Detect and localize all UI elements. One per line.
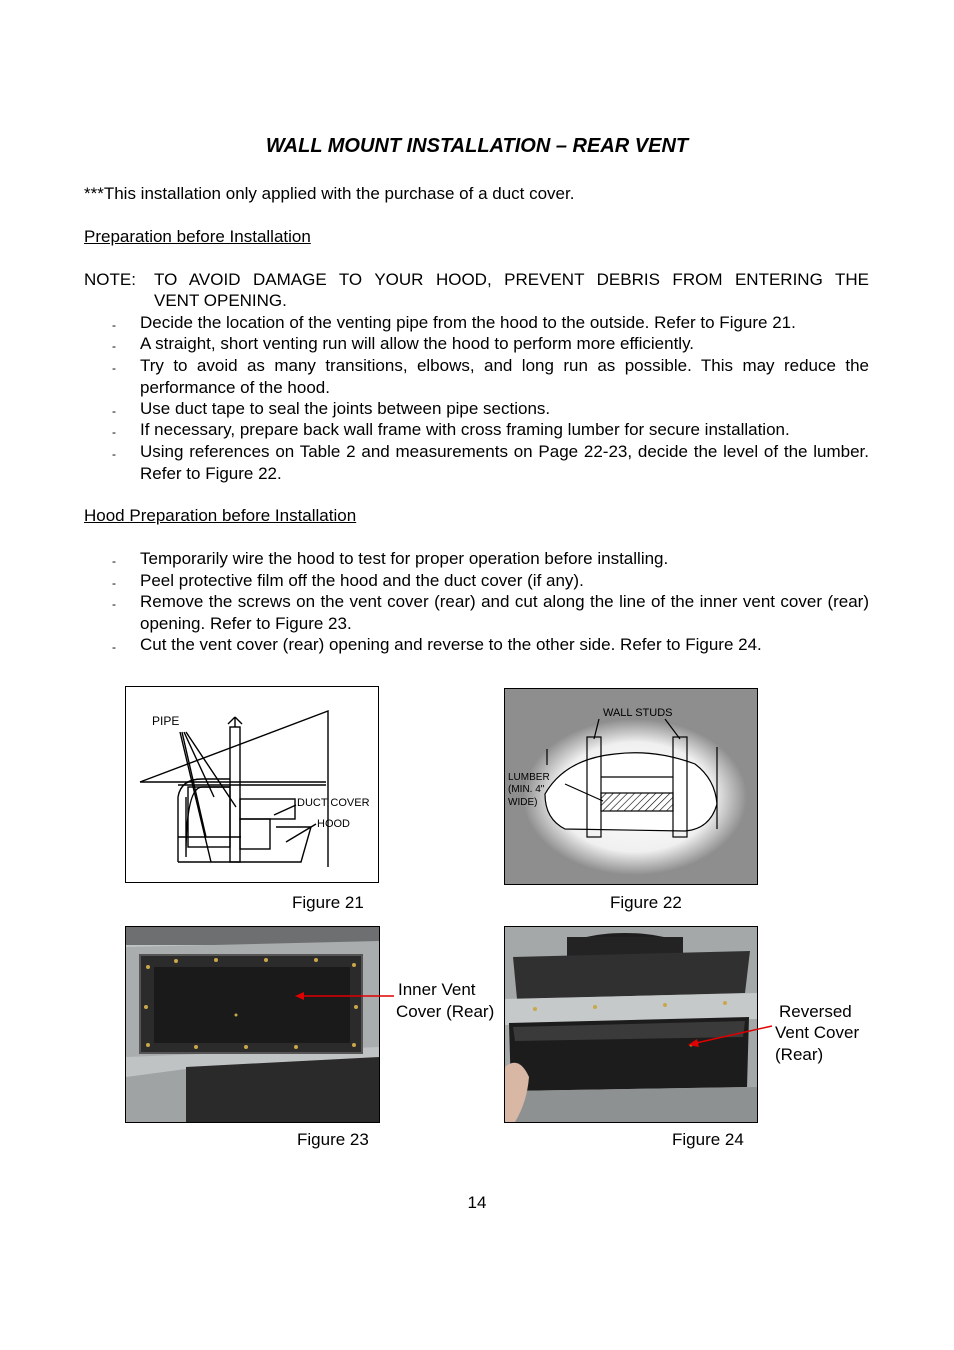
figure-24-callout-arrow xyxy=(684,1022,776,1052)
figure-22-label-lumber-wide: WIDE) xyxy=(508,797,538,808)
bullet-marker: - xyxy=(112,554,116,568)
list-item: Temporarily wire the hood to test for proper operation before installing. xyxy=(140,549,669,568)
figure-24-callout-line2: Vent Cover xyxy=(775,1023,860,1042)
figure-24-callout-line1: Reversed xyxy=(779,1002,852,1021)
figure-23-callout-line1: Inner Vent xyxy=(398,980,476,999)
figure-23-svg xyxy=(126,927,379,1122)
section-heading-preparation: Preparation before Installation xyxy=(84,227,311,246)
bullet-marker: - xyxy=(112,318,116,332)
section-heading-hood-preparation: Hood Preparation before Installation xyxy=(84,506,357,525)
bullet-marker: - xyxy=(112,576,116,590)
list-item: If necessary, prepare back wall frame with cross framing lumber for secure installation. xyxy=(140,420,790,439)
page-number: 14 xyxy=(467,1193,487,1212)
figure-21-caption: Figure 21 xyxy=(292,893,364,912)
bullet-marker: - xyxy=(112,339,116,353)
figure-22-drawing xyxy=(504,688,758,885)
list-item: Use duct tape to seal the joints between pipe sections. xyxy=(140,399,551,418)
figure-24-caption: Figure 24 xyxy=(672,1130,744,1149)
list-item: A straight, short venting run will allow the hood to perform more efficiently. xyxy=(140,334,695,353)
list-item: Decide the location of the venting pipe from the hood to the outside. Refer to Figure 21. xyxy=(140,313,796,332)
intro-text: ***This installation only applied with the purchase of a duct cover. xyxy=(84,184,575,203)
figure-21-drawing xyxy=(125,686,379,883)
list-item: Try to avoid as many transitions, elbows, and long run as possible. This may reduce the performance of the hood. xyxy=(140,356,869,397)
page-title: WALL MOUNT INSTALLATION – REAR VENT xyxy=(265,135,689,157)
figure-22-label-wall-studs: WALL STUDS xyxy=(603,707,673,719)
figure-21-svg xyxy=(126,687,378,882)
list-item: Using references on Table 2 and measurements on Page 22-23, decide the level of the lumber. Refer to Figure 22. xyxy=(140,442,869,483)
figure-23-caption: Figure 23 xyxy=(297,1130,369,1149)
figure-21-label-duct-cover: DUCT COVER xyxy=(297,797,370,809)
bullet-marker: - xyxy=(112,425,116,439)
note-text-line2: VENT OPENING. xyxy=(154,291,287,310)
figure-22-label-lumber-min: (MIN. 4" xyxy=(508,784,545,795)
figure-22-caption: Figure 22 xyxy=(610,893,682,912)
figure-23-callout-arrow xyxy=(290,985,400,1005)
figure-23-callout-line2: Cover (Rear) xyxy=(396,1002,495,1021)
bullet-marker: - xyxy=(112,597,116,611)
bullet-marker: - xyxy=(112,361,116,375)
bullet-marker: - xyxy=(112,404,116,418)
list-item: Remove the screws on the vent cover (rear) and cut along the line of the inner vent cover (rear) opening. Refer to Figure 23. xyxy=(140,592,869,633)
list-item: Peel protective film off the hood and the duct cover (if any). xyxy=(140,571,584,590)
figure-23-photo xyxy=(125,926,380,1123)
figure-21-label-pipe: PIPE xyxy=(152,714,180,728)
note-label: NOTE: xyxy=(84,270,136,289)
figure-21-label-hood: HOOD xyxy=(317,818,350,830)
list-item: Cut the vent cover (rear) opening and reverse to the other side. Refer to Figure 24. xyxy=(140,635,762,654)
figure-22-svg xyxy=(505,689,757,884)
note-text-line1: TO AVOID DAMAGE TO YOUR HOOD, PREVENT DEBRIS FROM ENTERING THE xyxy=(154,270,869,289)
figure-22-label-lumber: LUMBER xyxy=(508,772,550,783)
bullet-marker: - xyxy=(112,640,116,654)
figure-24-callout-line3: (Rear) xyxy=(775,1045,824,1064)
bullet-marker: - xyxy=(112,447,116,461)
